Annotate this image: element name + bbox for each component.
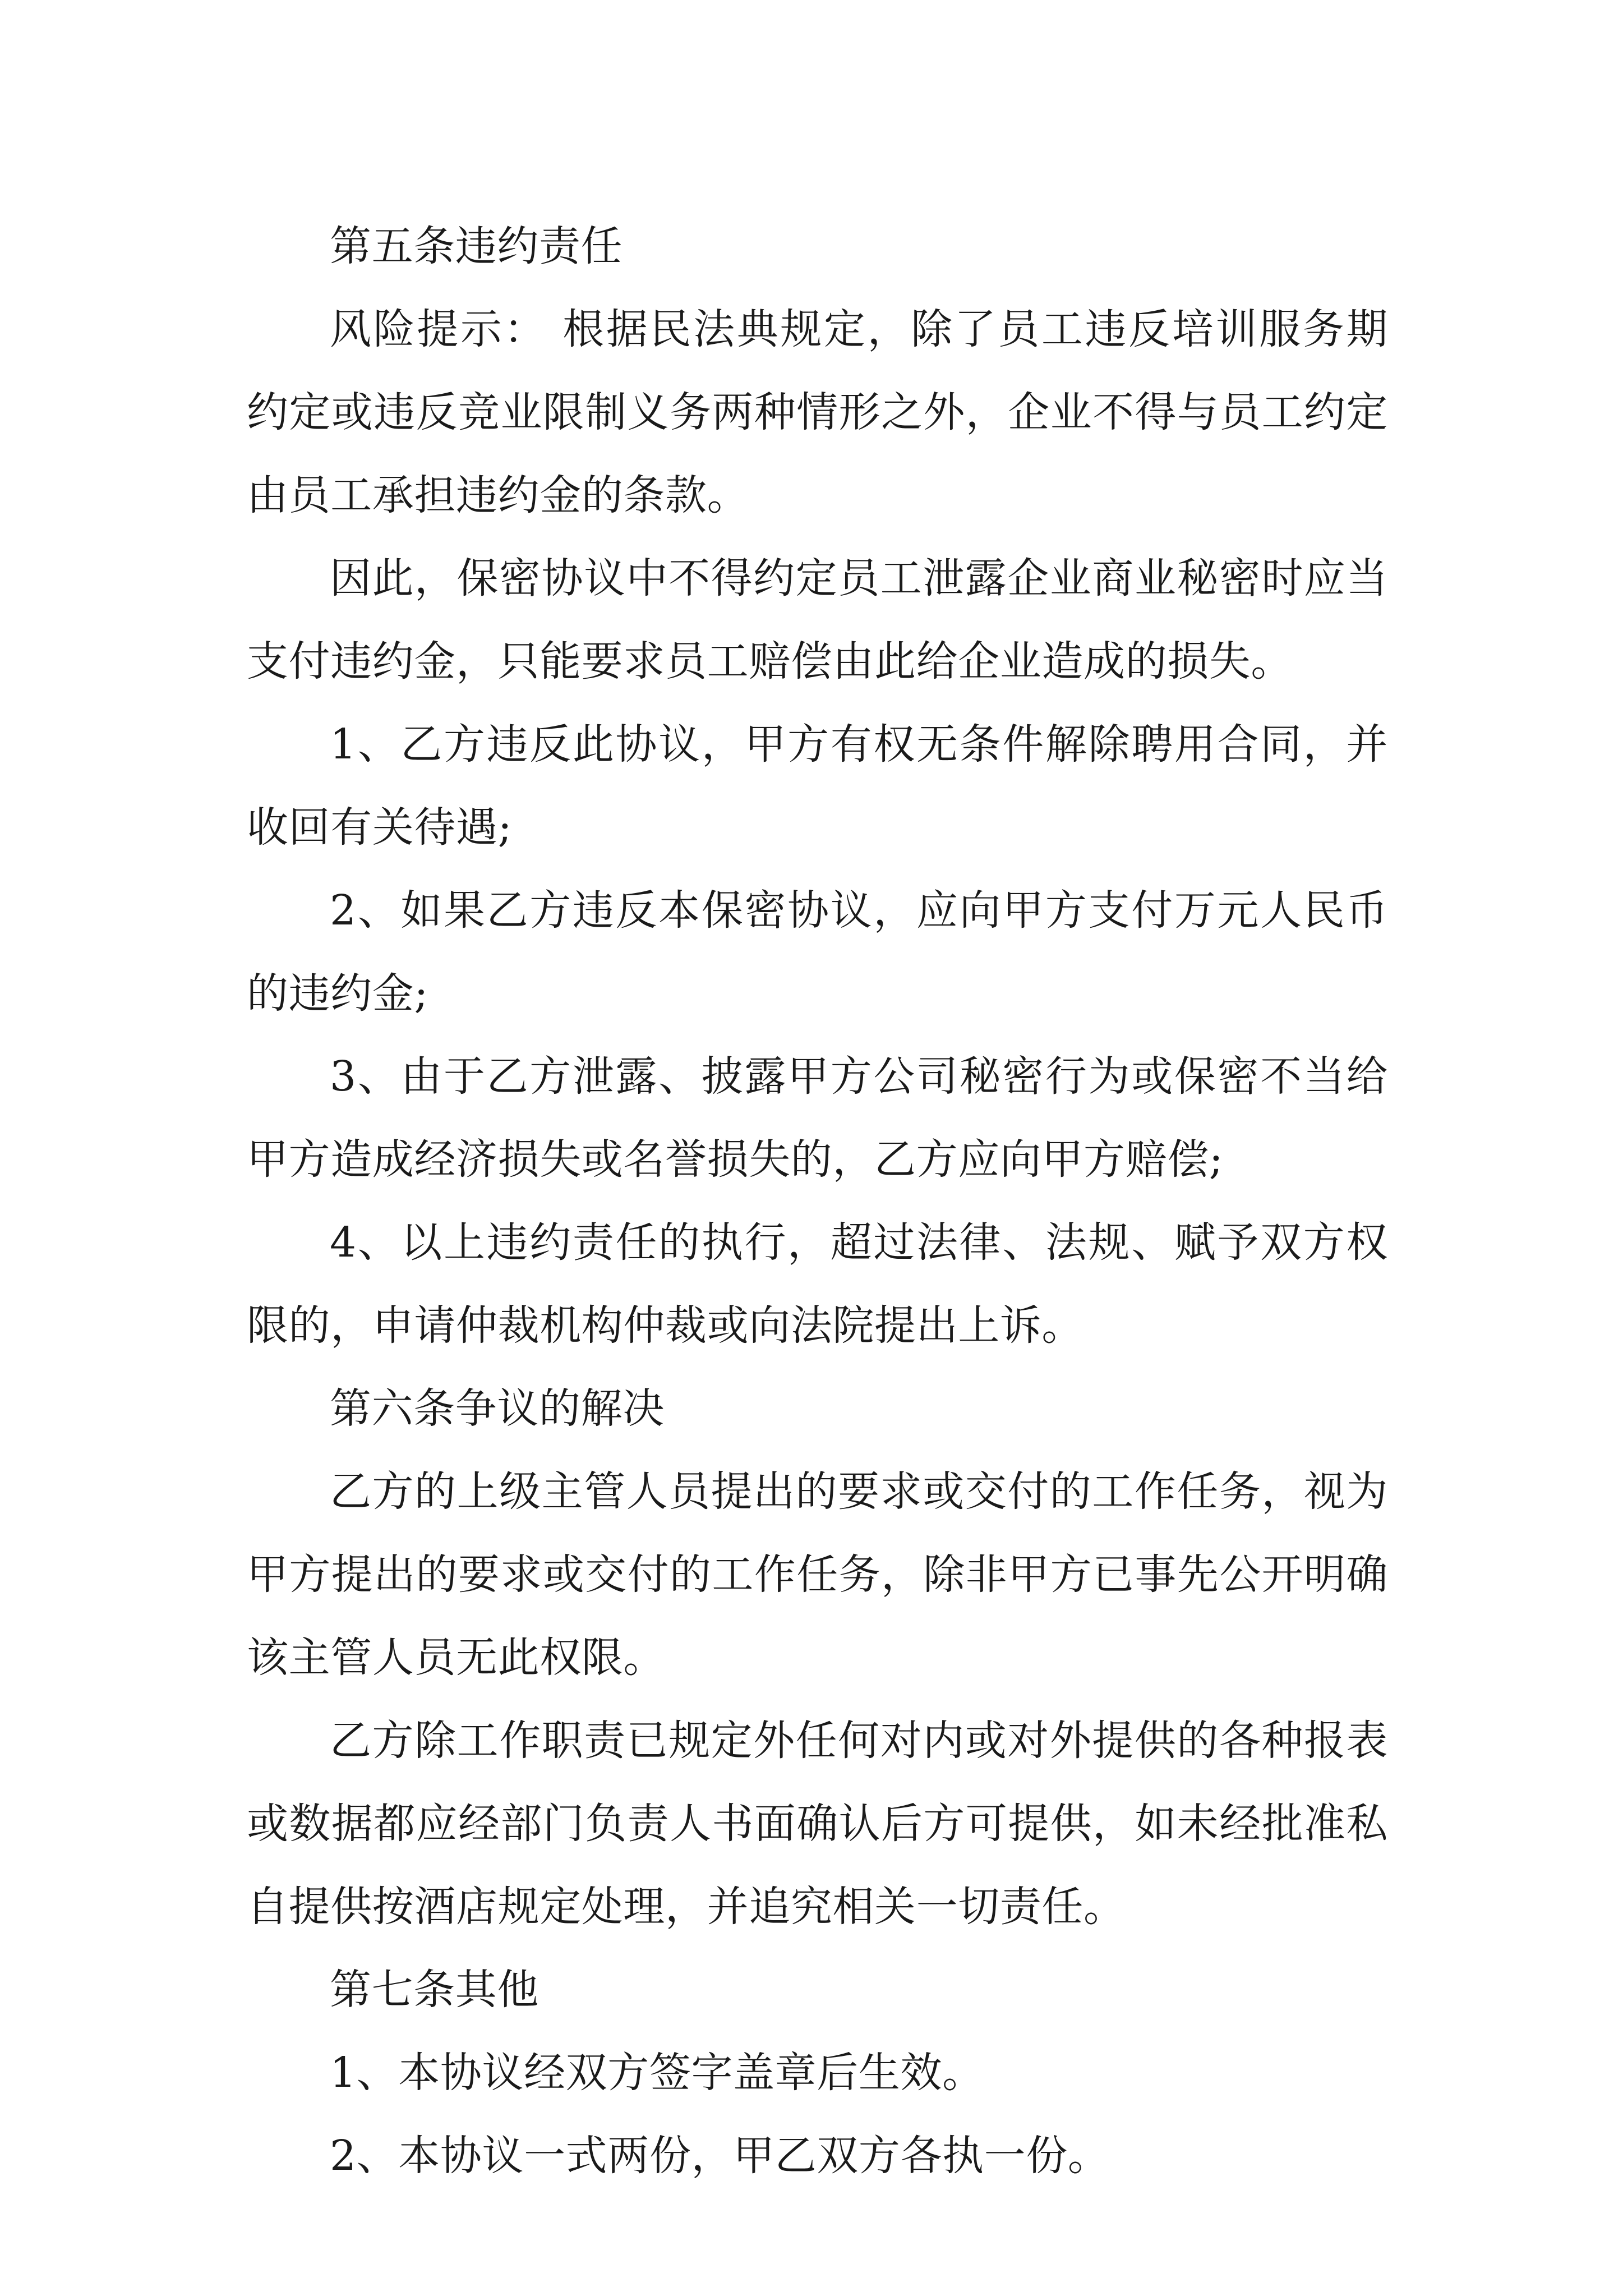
paragraph: 乙方的上级主管人员提出的要求或交付的工作任务，视为甲方提出的要求或交付的工作任务，除非甲方已事先公开明确该主管人员无此权限。 <box>247 1467 1388 1682</box>
clause-item: 4、以上违约责任的执行，超过法律、法规、赋予双方权限的，申请仲裁机构仲裁或向法院提出上诉。 <box>247 1218 1388 1350</box>
document-body <box>247 205 1388 2197</box>
risk-notice-paragraph: 风险提示： 根据民法典规定，除了员工违反培训服务期约定或违反竞业限制义务两种情形之外，企业不得与员工约定由员工承担违约金的条款。 <box>247 305 1388 519</box>
clause-item: 1、乙方违反此协议，甲方有权无条件解除聘用合同，并收回有关待遇; <box>247 720 1388 852</box>
section-heading-7: 第七条其他 <box>330 1966 539 2014</box>
clause-item: 2、如果乙方违反本保密协议，应向甲方支付万元人民币的违约金; <box>247 886 1388 1018</box>
paragraph: 乙方除工作职责已规定外任何对内或对外提供的各种报表或数据都应经部门负责人书面确认后方可提供，如未经批准私自提供按酒店规定处理，并追究相关一切责任。 <box>247 1717 1388 1931</box>
section-heading-5: 第五条违约责任 <box>330 222 623 270</box>
clause-item: 1、本协议经双方签字盖章后生效。 <box>330 2049 984 2097</box>
clause-item: 2、本协议一式两份，甲乙双方各执一份。 <box>330 2132 1110 2180</box>
section-heading-6: 第六条争议的解决 <box>330 1384 665 1433</box>
clause-item: 3、由于乙方泄露、披露甲方公司秘密行为或保密不当给甲方造成经济损失或名誉损失的，乙方应向甲方赔偿; <box>247 1052 1388 1184</box>
paragraph: 因此，保密协议中不得约定员工泄露企业商业秘密时应当支付违约金，只能要求员工赔偿由此给企业造成的损失。 <box>247 554 1388 685</box>
